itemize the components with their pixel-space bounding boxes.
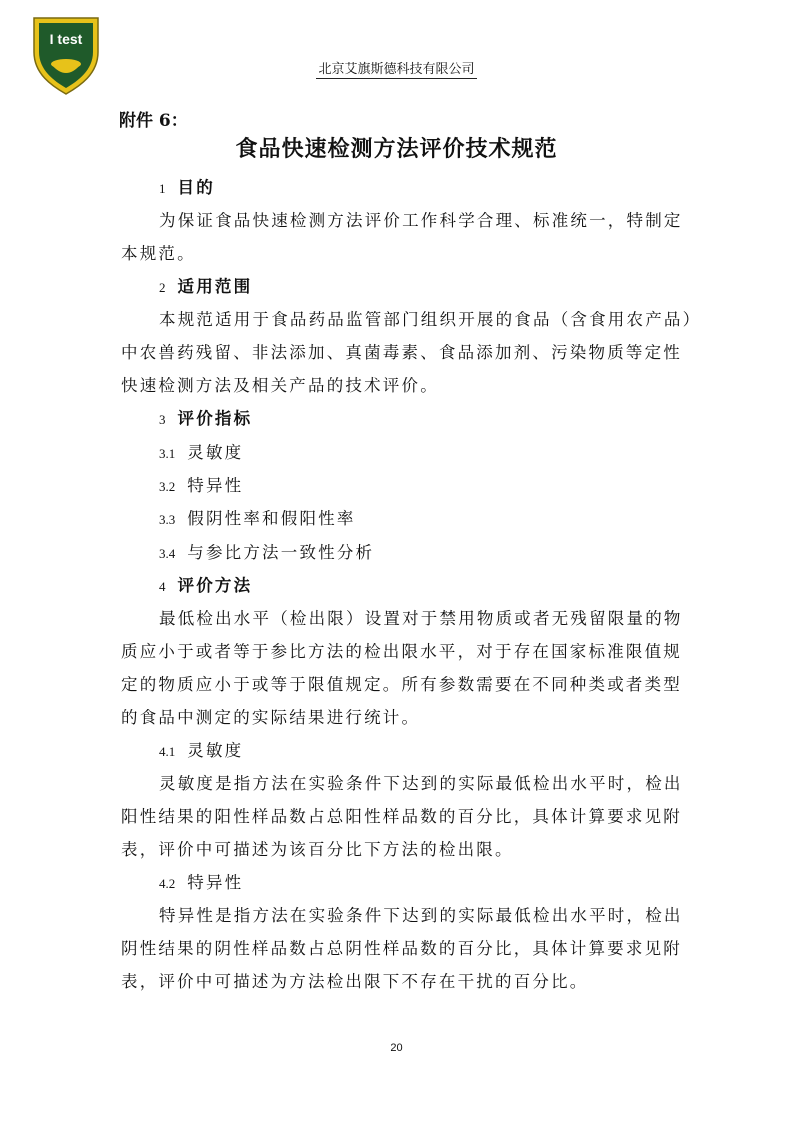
page-number: 20 bbox=[390, 1042, 403, 1054]
subsection-heading: 3.3 假阴性率和假阳性率 bbox=[159, 509, 356, 528]
logo-text: I test bbox=[49, 31, 83, 47]
paragraph-line: 表，评价中可描述为方法检出限下不存在干扰的百分比。 bbox=[121, 972, 589, 991]
paragraph-line: 阴性结果的阴性样品数占总阴性样品数的百分比，具体计算要求见附 bbox=[121, 939, 682, 958]
paragraph-line: 表，评价中可描述为该百分比下方法的检出限。 bbox=[121, 840, 514, 859]
paragraph-line: 最低检出水平（检出限）设置对于禁用物质或者无残留限量的物 bbox=[159, 609, 683, 628]
paragraph-line: 阳性结果的阳性样品数占总阳性样品数的百分比，具体计算要求见附 bbox=[121, 807, 682, 826]
subsection-heading: 4.2 特异性 bbox=[159, 873, 244, 892]
section-heading: 2 适用范围 bbox=[159, 277, 253, 296]
paragraph-line: 特异性是指方法在实验条件下达到的实际最低检出水平时，检出 bbox=[159, 906, 683, 925]
company-logo bbox=[30, 14, 102, 96]
paragraph-line: 为保证食品快速检测方法评价工作科学合理、标准统一，特制定 bbox=[159, 211, 683, 230]
paragraph-line: 质应小于或者等于参比方法的检出限水平，对于存在国家标准限值规 bbox=[121, 642, 682, 661]
section-heading: 1 目的 bbox=[159, 178, 215, 197]
subsection-heading: 3.2 特异性 bbox=[159, 476, 244, 495]
page-title: 食品快速检测方法评价技术规范 bbox=[235, 136, 558, 162]
paragraph-line: 的食品中测定的实际结果进行统计。 bbox=[121, 708, 421, 727]
section-heading: 4 评价方法 bbox=[159, 576, 253, 595]
annex-label: 附件 6： bbox=[119, 111, 188, 131]
company-header bbox=[0, 58, 793, 77]
paragraph-line: 本规范。 bbox=[121, 244, 196, 263]
paragraph-line: 灵敏度是指方法在实验条件下达到的实际最低检出水平时，检出 bbox=[159, 774, 683, 793]
paragraph-line: 定的物质应小于或等于限值规定。所有参数需要在不同种类或者类型 bbox=[121, 675, 682, 694]
subsection-heading: 4.1 灵敏度 bbox=[159, 741, 244, 760]
paragraph-line: 本规范适用于食品药品监管部门组织开展的食品（含食用农产品） bbox=[159, 310, 702, 329]
subsection-heading: 3.4 与参比方法一致性分析 bbox=[159, 543, 375, 562]
paragraph-line: 快速检测方法及相关产品的技术评价。 bbox=[121, 376, 439, 395]
company-name: 北京艾旗斯德科技有限公司 bbox=[318, 62, 475, 77]
section-heading: 3 评价指标 bbox=[159, 409, 253, 428]
subsection-heading: 3.1 灵敏度 bbox=[159, 443, 244, 462]
paragraph-line: 中农兽药残留、非法添加、真菌毒素、食品添加剂、污染物质等定性 bbox=[121, 343, 682, 362]
